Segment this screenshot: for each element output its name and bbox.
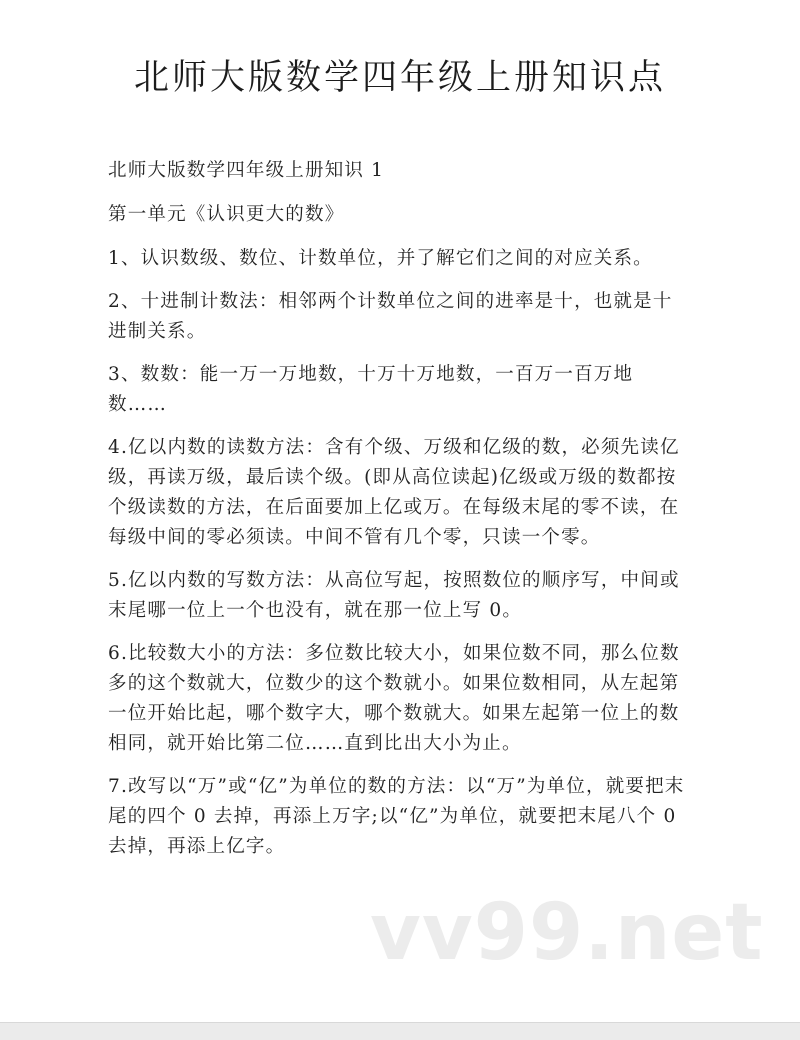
paragraph-6: 6.比较数大小的方法：多位数比较大小，如果位数不同，那么位数多的这个数就大，位数少的这个数就小。如果位数相同，从左起第一位开始比起，哪个数字大，哪个数就大。如果左起第一位上的数相同，就开始比第二位……直到比出大小为止。 [108, 643, 680, 754]
viewer-bottom-bar [0, 1022, 800, 1040]
paragraph-1: 1、认识数级、数位、计数单位，并了解它们之间的对应关系。 [108, 248, 653, 269]
page-title: 北师大版数学四年级上册知识点 [133, 58, 666, 98]
paragraph-2: 2、十进制计数法：相邻两个计数单位之间的进率是十，也就是十进制关系。 [108, 291, 673, 342]
document-subtitle: 北师大版数学四年级上册知识 1 [108, 160, 385, 181]
paragraph-7: 7.改写以“万”或“亿”为单位的数的方法：以“万”为单位，就要把末尾的四个 0 去掉，再添上万字;以“亿”为单位，就要把末尾八个 0 去掉，再添上亿字。 [108, 776, 685, 857]
paragraph-5: 5.亿以内数的写数方法：从高位写起，按照数位的顺序写，中间或末尾哪一位上一个也没有，就在那一位上写 0。 [108, 570, 680, 621]
paragraph-4: 4.亿以内数的读数方法：含有个级、万级和亿级的数，必须先读亿级，再读万级，最后读个级。(即从高位读起)亿级或万级的数都按个级读数的方法，在后面要加上亿或万。在每级末尾的零不读，在每级中间的零必须读。中间不管有几个零，只读一个零。 [108, 437, 680, 548]
document-body [108, 156, 688, 875]
paragraph-3: 3、数数：能一万一万地数，十万十万地数，一百万一百万地数…… [108, 364, 634, 415]
unit-heading: 第一单元《认识更大的数》 [108, 204, 345, 225]
watermark: vv99.net [370, 888, 764, 978]
